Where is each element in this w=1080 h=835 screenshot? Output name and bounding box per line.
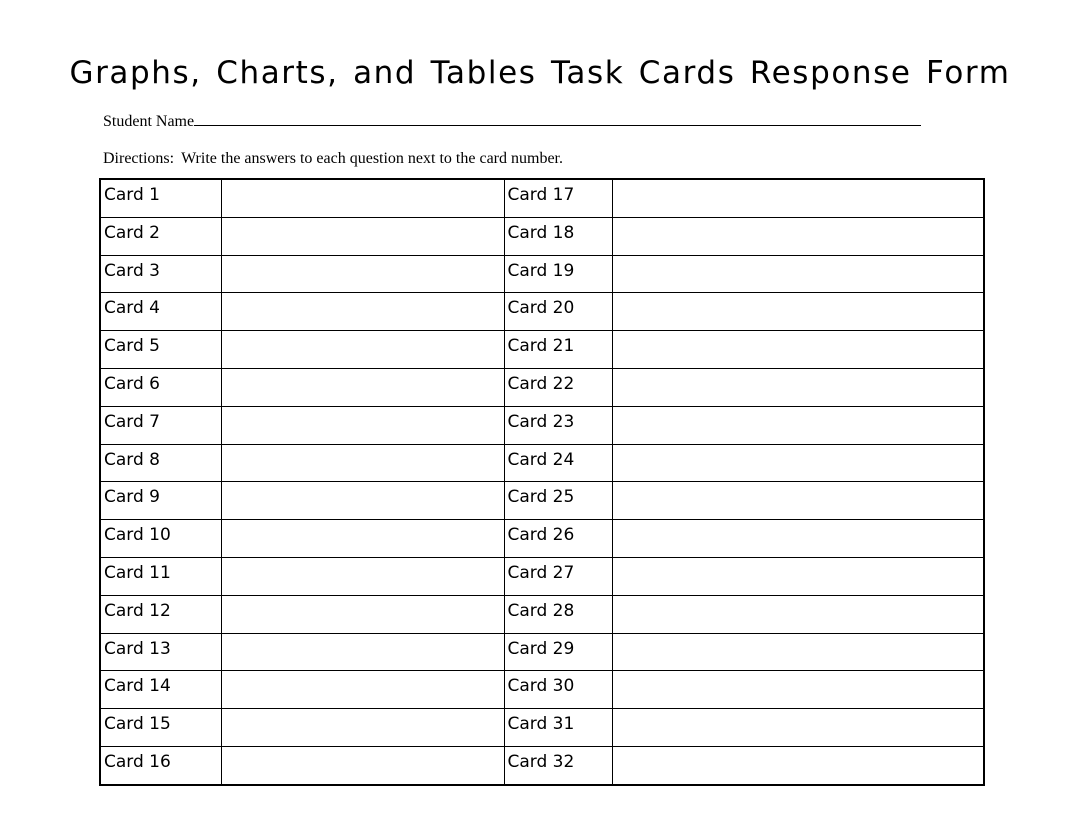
answer-cell[interactable]	[612, 520, 984, 558]
card-label: Card 7	[100, 406, 221, 444]
answer-cell[interactable]	[612, 482, 984, 520]
answer-cell[interactable]	[612, 331, 984, 369]
answer-cell[interactable]	[612, 595, 984, 633]
card-label: Card 6	[100, 368, 221, 406]
card-label: Card 18	[504, 217, 612, 255]
card-label: Card 17	[504, 179, 612, 217]
card-label: Card 24	[504, 444, 612, 482]
table-row	[100, 557, 984, 595]
directions-text: Write the answers to each question next to the card number.	[181, 150, 563, 167]
card-label: Card 11	[100, 557, 221, 595]
answer-cell[interactable]	[221, 557, 504, 595]
table-row	[100, 444, 984, 482]
answer-cell[interactable]	[221, 444, 504, 482]
answer-cell[interactable]	[221, 709, 504, 747]
answer-cell[interactable]	[221, 482, 504, 520]
table-row	[100, 633, 984, 671]
card-label: Card 28	[504, 595, 612, 633]
card-label: Card 5	[100, 331, 221, 369]
table-row	[100, 293, 984, 331]
answer-cell[interactable]	[612, 444, 984, 482]
card-label: Card 8	[100, 444, 221, 482]
table-row	[100, 520, 984, 558]
table-row	[100, 406, 984, 444]
card-label: Card 4	[100, 293, 221, 331]
answer-cell[interactable]	[221, 746, 504, 784]
card-label: Card 3	[100, 255, 221, 293]
card-label: Card 26	[504, 520, 612, 558]
card-label: Card 21	[504, 331, 612, 369]
card-label: Card 13	[100, 633, 221, 671]
answer-cell[interactable]	[221, 293, 504, 331]
card-label: Card 20	[504, 293, 612, 331]
answer-cell[interactable]	[221, 255, 504, 293]
table-row	[100, 595, 984, 633]
response-table	[99, 178, 985, 786]
answer-cell[interactable]	[221, 368, 504, 406]
card-label: Card 1	[100, 179, 221, 217]
answer-cell[interactable]	[612, 557, 984, 595]
table-row	[100, 368, 984, 406]
directions-label: Directions:	[103, 150, 175, 167]
card-label: Card 25	[504, 482, 612, 520]
answer-cell[interactable]	[612, 671, 984, 709]
card-label: Card 12	[100, 595, 221, 633]
answer-cell[interactable]	[612, 255, 984, 293]
table-row	[100, 179, 984, 217]
card-label: Card 15	[100, 709, 221, 747]
table-row	[100, 255, 984, 293]
answer-cell[interactable]	[221, 179, 504, 217]
card-label: Card 16	[100, 746, 221, 784]
card-label: Card 22	[504, 368, 612, 406]
card-label: Card 32	[504, 746, 612, 784]
table-row	[100, 217, 984, 255]
card-label: Card 29	[504, 633, 612, 671]
answer-cell[interactable]	[612, 633, 984, 671]
answer-cell[interactable]	[612, 293, 984, 331]
answer-cell[interactable]	[221, 520, 504, 558]
card-label: Card 9	[100, 482, 221, 520]
student-name-label: Student Name	[103, 113, 195, 130]
answer-cell[interactable]	[612, 406, 984, 444]
table-row	[100, 331, 984, 369]
page-title: Graphs, Charts, and Tables Task Cards Response Form	[69, 55, 1011, 91]
answer-cell[interactable]	[612, 746, 984, 784]
table-row	[100, 746, 984, 784]
answer-cell[interactable]	[221, 406, 504, 444]
answer-cell[interactable]	[221, 331, 504, 369]
table-row	[100, 671, 984, 709]
card-label: Card 10	[100, 520, 221, 558]
card-label: Card 19	[504, 255, 612, 293]
answer-cell[interactable]	[612, 179, 984, 217]
answer-cell[interactable]	[612, 217, 984, 255]
student-name-field[interactable]	[194, 109, 921, 126]
student-name-row	[103, 109, 921, 132]
directions	[103, 149, 563, 169]
card-label: Card 27	[504, 557, 612, 595]
card-label: Card 14	[100, 671, 221, 709]
answer-cell[interactable]	[612, 368, 984, 406]
answer-cell[interactable]	[221, 633, 504, 671]
card-label: Card 23	[504, 406, 612, 444]
response-table-body	[100, 179, 984, 785]
answer-cell[interactable]	[221, 671, 504, 709]
table-row	[100, 709, 984, 747]
answer-cell[interactable]	[221, 217, 504, 255]
answer-cell[interactable]	[221, 595, 504, 633]
card-label: Card 30	[504, 671, 612, 709]
answer-cell[interactable]	[612, 709, 984, 747]
card-label: Card 2	[100, 217, 221, 255]
card-label: Card 31	[504, 709, 612, 747]
table-row	[100, 482, 984, 520]
